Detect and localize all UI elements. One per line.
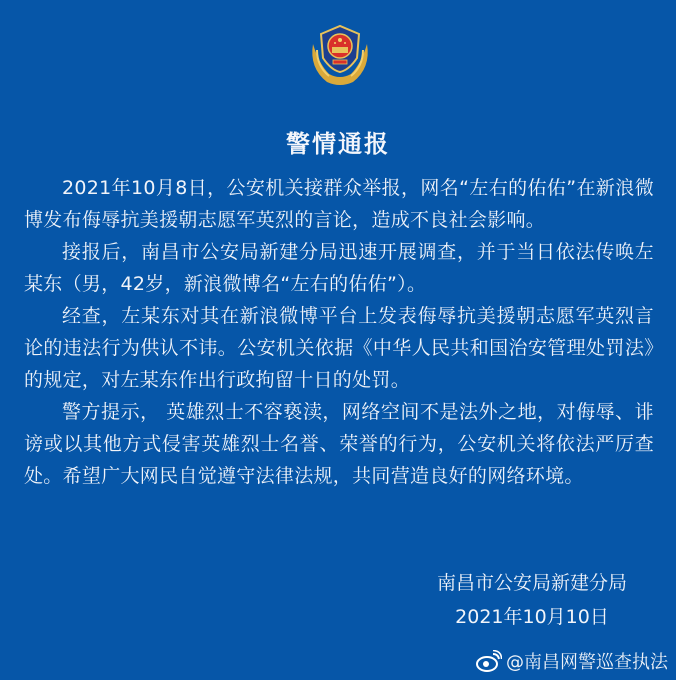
signature-date: 2021年10月10日 [455,606,609,628]
weibo-watermark [476,648,668,674]
police-emblem-icon [305,24,375,88]
weibo-handle: @南昌网警巡查执法 [506,652,668,673]
page-title: 警情通报 [286,130,390,158]
signature-block [412,566,652,634]
paragraph-investigation: 接报后，南昌市公安局新建分局迅速开展调查，并于当日依法传唤左某东（男，42岁，新浪微博名“左右的佑佑”）。 [24,241,654,295]
signature-organization: 南昌市公安局新建分局 [436,572,627,594]
paragraph-report: 2021年10月8日，公安机关接群众举报，网名“左右的佑佑”在新浪微博发布侮辱抗美援朝志愿军英烈的言论，造成不良社会影响。 [24,177,654,231]
paragraph-warning: 警方提示， 英雄烈士不容亵渎，网络空间不是法外之地，对侮辱、诽谤或以其他方式侵害英雄烈士名誉、荣誉的行为，公安机关将依法严厉查处。希望广大网民自觉遵守法律法规，共同营造良好的网络环境。 [24,401,654,487]
weibo-icon [476,650,502,672]
notice-body [24,172,654,492]
paragraph-penalty: 经查，左某东对其在新浪微博平台上发表侮辱抗美援朝志愿军英烈言论的违法行为供认不讳。公安机关依据《中华人民共和国治安管理处罚法》的规定，对左某东作出行政拘留十日的处罚。 [24,305,654,391]
